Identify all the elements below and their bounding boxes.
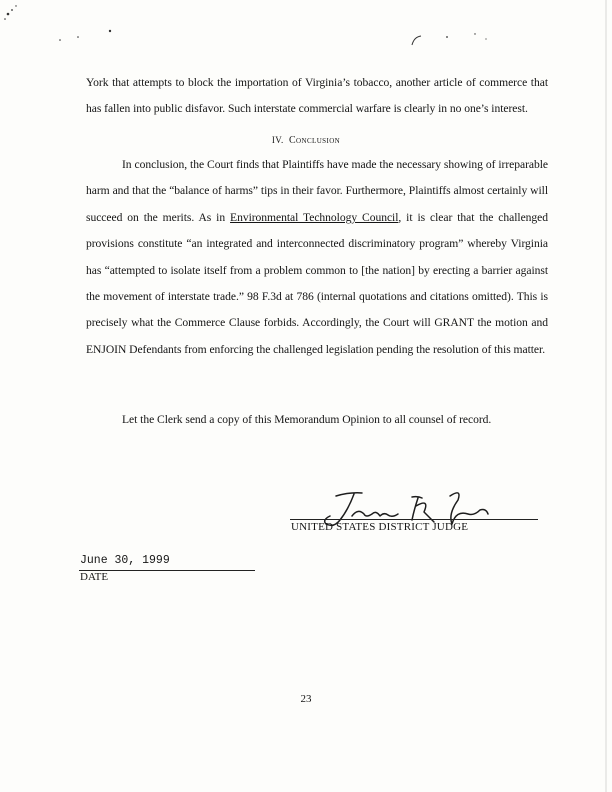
conclusion-text-end: , it is clear that the challenged provisions constitute “an integrated and interconnected discriminatory program” whereby Virginia has “attempted to isolate itself from a problem common to [the nation] by erecting a barrier against the movement of interstate trade.” 98 F.3d at 786 (internal quotations and citations omitted). This is precisely what the Commerce Clause forbids. Accordingly, the Court will GRANT the motion and ENJOIN Defendants from enforcing the challenged legislation pending the resolution of this matter. (86, 210, 548, 356)
case-name: Environmental Technology Council (230, 210, 399, 224)
judge-title: UNITED STATES DISTRICT JUDGE (291, 521, 469, 533)
section-heading-number: IV. (271, 135, 284, 145)
continuation-paragraph (86, 70, 548, 123)
clerk-directive-paragraph (86, 407, 548, 433)
clerk-directive-text: Let the Clerk send a copy of this Memorandum Opinion to all counsel of record. (122, 413, 492, 426)
continuation-text: York that attempts to block the importation of Virginia’s tobacco, another article of commerce that has fallen into public disfavor. Such interstate commercial warfare is clearly in no one’s interest. (86, 76, 548, 116)
conclusion-paragraph (86, 152, 548, 363)
signature-line (290, 519, 538, 520)
conclusion-text-start: In conclusion, the Court finds that Plaintiffs have made the necessary showing of irreparable harm and that the “balance of harms” tips in their favor. Furthermore, Plaintiffs almost certainly will succeed on the merits. As in (86, 158, 548, 224)
page-number: 23 (300, 693, 312, 705)
section-heading-title: Conclusion (288, 135, 341, 146)
date-value: June 30, 1999 (80, 554, 170, 567)
section-heading (0, 135, 612, 146)
date-label: DATE (80, 571, 109, 583)
